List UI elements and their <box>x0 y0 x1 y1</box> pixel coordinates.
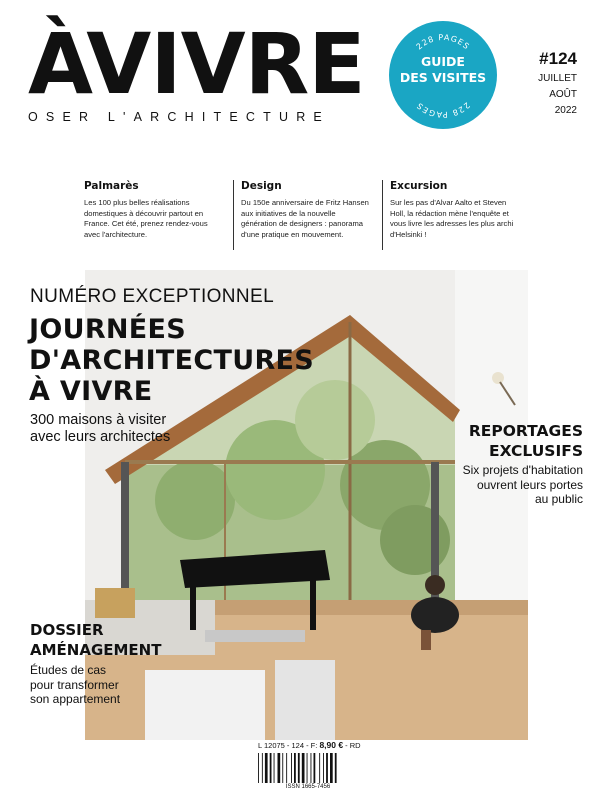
reportages-block <box>463 421 583 507</box>
cover-headline <box>29 314 314 407</box>
teaser-title: Design <box>241 180 282 192</box>
dossier-body-3: son appartement <box>30 692 121 706</box>
subhead-line-2: avec leurs architectes <box>30 429 171 445</box>
issue-info <box>538 49 577 117</box>
barcode-bar <box>319 753 320 783</box>
barcode-bar <box>298 753 300 783</box>
teaser-palmares <box>78 180 218 250</box>
subhead-line-1: 300 maisons à visiter <box>30 412 167 428</box>
barcode-bar <box>326 753 328 783</box>
barcode-bar <box>286 753 287 783</box>
masthead <box>28 15 365 124</box>
headline-line-1: JOURNÉES <box>29 314 187 345</box>
barcode-bar <box>294 753 296 783</box>
teaser-body: Du 150e anniversaire de Fritz Hansen aux initiatives de la nouvelle génération de designers : panorama d'une pratique en mouvement. <box>241 198 369 239</box>
issue-number: #124 <box>539 49 577 68</box>
issue-year: 2022 <box>554 105 577 116</box>
teaser-body: Les 100 plus belles réalisations domestiques à découvrir partout en France. Cet été, prenez rendez-vous avec l'architecture. <box>84 198 208 239</box>
reportages-title-1: REPORTAGES <box>468 422 583 440</box>
badge-ring-bottom: 228 PAGES <box>414 100 472 120</box>
barcode-code: L 12075 - 124 - F: <box>258 741 318 750</box>
dossier-body-1: Études de cas <box>30 663 107 677</box>
barcode-bars <box>258 753 358 783</box>
price-line <box>258 740 368 751</box>
magazine-tagline: OSER L'ARCHITECTURE <box>28 110 330 124</box>
barcode-bar <box>278 753 281 783</box>
barcode-suffix: - RD <box>345 741 361 750</box>
teaser-title: Excursion <box>390 180 448 192</box>
teaser-body: Sur les pas d'Alvar Aalto et Steven Holl, la rédaction mène l'enquête et vous livre les adresses les plus archi d'Helsinki ! <box>390 198 514 239</box>
headline-line-3: À VIVRE <box>29 376 153 407</box>
headline-line-2: D'ARCHITECTURES <box>29 345 315 376</box>
svg-text:228 PAGES <box>415 100 472 119</box>
barcode-bar <box>323 753 324 783</box>
cover-price: 8,90 € <box>319 740 344 750</box>
teaser-excursion <box>382 180 522 250</box>
barcode-bar <box>330 753 333 783</box>
barcode-bar <box>258 753 259 783</box>
reportages-body-3: au public <box>534 492 583 506</box>
barcode-bar <box>282 753 283 783</box>
badge-line-2: DES VISITES <box>399 70 487 85</box>
reportages-title-2: EXCLUSIFS <box>489 442 583 460</box>
svg-text:228 PAGES <box>415 33 472 52</box>
cover-subhead <box>30 412 170 446</box>
teaser-title: Palmarès <box>84 180 139 192</box>
barcode-bar <box>311 753 312 783</box>
magazine-logo: ÀVIVRE <box>28 15 365 113</box>
guide-badge <box>389 21 497 129</box>
reportages-body-1: Six projets d'habitation <box>462 463 583 477</box>
issue-month-2: AOÛT <box>549 89 577 100</box>
cover-kicker: NUMÉRO EXCEPTIONNEL <box>30 286 275 307</box>
dossier-title-2: AMÉNAGEMENT <box>30 641 162 659</box>
barcode-block <box>258 740 368 792</box>
barcode-bar <box>335 753 337 783</box>
barcode-bar <box>265 753 268 783</box>
dossier-block <box>30 620 161 707</box>
reportages-body-2: ouvrent leurs portes <box>476 477 583 492</box>
dossier-body-2: pour transformer <box>30 677 119 692</box>
barcode-bar <box>274 753 275 783</box>
barcode-bar <box>314 753 316 783</box>
barcode-bar <box>262 753 263 783</box>
barcode-bar <box>302 753 305 783</box>
issn-number: ISSN 1665-7456 <box>285 784 331 790</box>
badge-line-1: GUIDE <box>421 54 465 69</box>
badge-ring-top: 228 PAGES <box>414 32 472 52</box>
barcode-bar <box>307 753 308 783</box>
teaser-row <box>78 180 518 260</box>
badge-label <box>389 54 497 86</box>
barcode-bar <box>270 753 272 783</box>
teaser-design <box>233 180 373 250</box>
issue-month: JUILLET <box>538 73 577 84</box>
barcode-bar <box>291 753 292 783</box>
dossier-title-1: DOSSIER <box>30 621 104 639</box>
